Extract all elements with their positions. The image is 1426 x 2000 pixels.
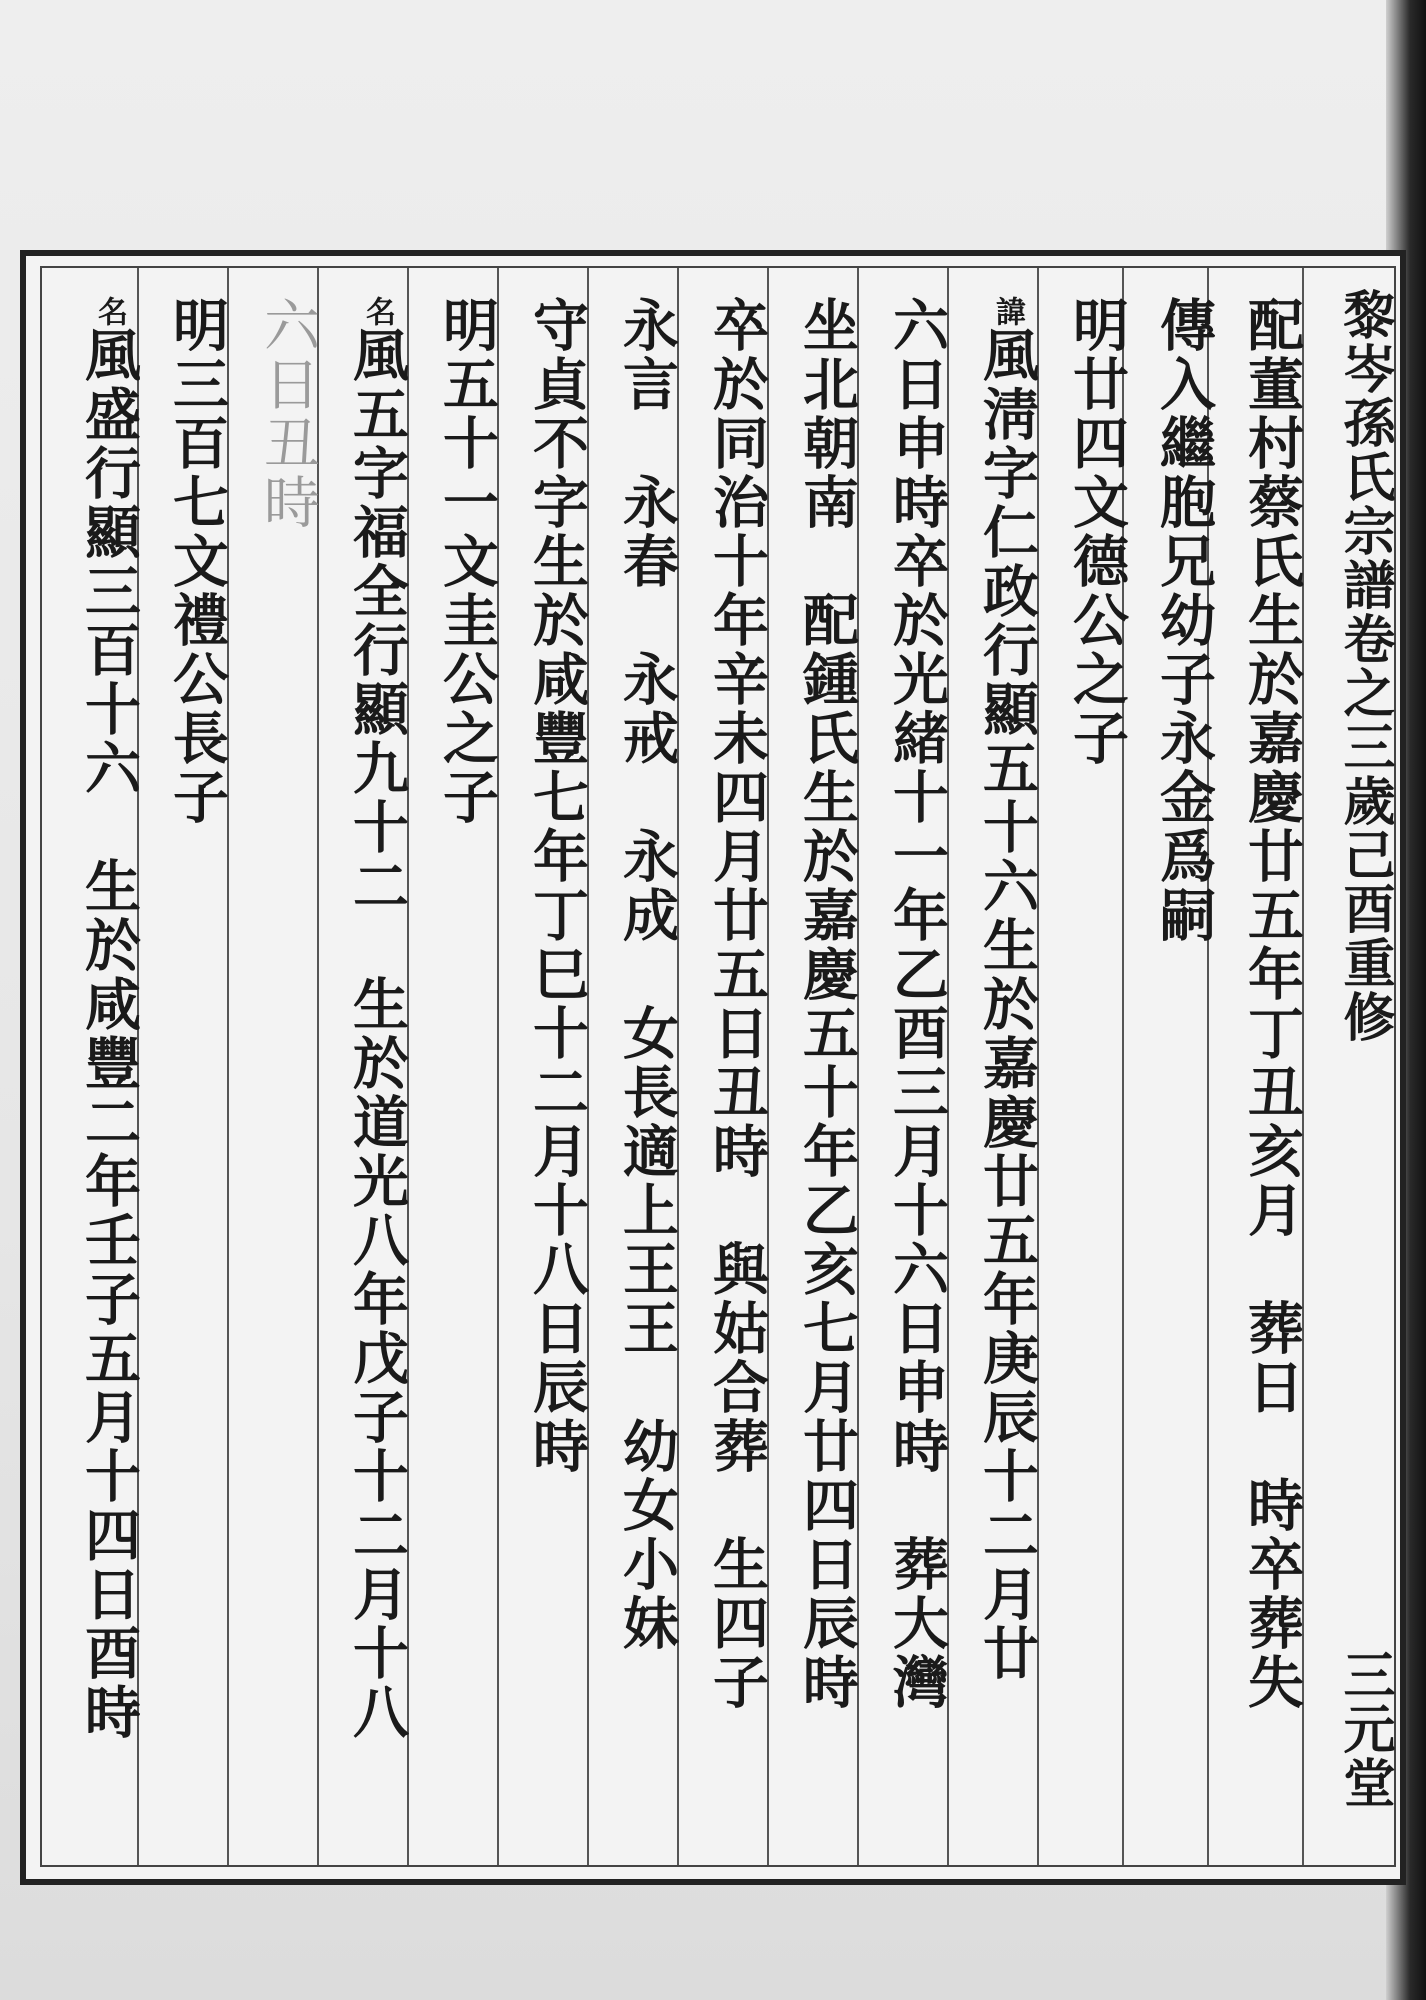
book-title: 黎岑孫氏宗譜 xyxy=(1334,288,1395,612)
prefix-note: 名 xyxy=(360,296,395,326)
volume-label: 卷之三 xyxy=(1334,612,1395,774)
column-body: 風淸字仁政行顯五十六生於嘉慶廿五年庚辰十二月廿 xyxy=(974,326,1040,1683)
margin-header xyxy=(1327,288,1402,1044)
edition-label: 歲己酉重修 xyxy=(1334,774,1395,1044)
text-column xyxy=(962,296,1052,1683)
text-column xyxy=(332,296,422,1742)
text-column: 明廿四文德公之子 xyxy=(1064,296,1130,768)
text-column: 配董村蔡氏生於嘉慶廿五年丁丑亥月 葬日 時卒葬失 xyxy=(1239,296,1305,1712)
prefix-note: 諱 xyxy=(990,296,1025,326)
page-frame xyxy=(20,250,1406,1885)
text-column: 坐北朝南 配鍾氏生於嘉慶五十年乙亥七月廿四日辰時 xyxy=(794,296,860,1712)
text-column: 卒於同治十年辛未四月廿五日丑時 與姑合葬 生四子 xyxy=(704,296,770,1712)
text-column: 明三百七文禮公長子 xyxy=(164,296,230,827)
text-block xyxy=(40,266,1396,1867)
text-column: 守貞不字生於咸豐七年丁巳十二月十八日辰時 xyxy=(524,296,590,1476)
text-column: 永言 永春 永戒 永成 女長適上王王 幼女小妹 xyxy=(614,296,680,1653)
text-column: 六日丑時 xyxy=(255,296,320,532)
text-column: 明五十一文圭公之子 xyxy=(434,296,500,827)
hall-name: 三元堂 xyxy=(1334,1648,1395,1810)
column-body: 風五字福全行顯九十二 生於道光八年戊子十二月十八 xyxy=(344,326,410,1742)
prefix-note: 名 xyxy=(92,296,127,326)
text-column: 傳入繼胞兄幼子永金爲嗣 xyxy=(1151,296,1217,945)
text-column: 六日申時卒於光緒十一年乙酉三月十六日申時 葬大灣 xyxy=(884,296,950,1712)
column-body: 風盛行顯三百十六 生於咸豐二年壬子五月十四日酉時 xyxy=(76,326,142,1742)
text-column xyxy=(64,296,154,1742)
